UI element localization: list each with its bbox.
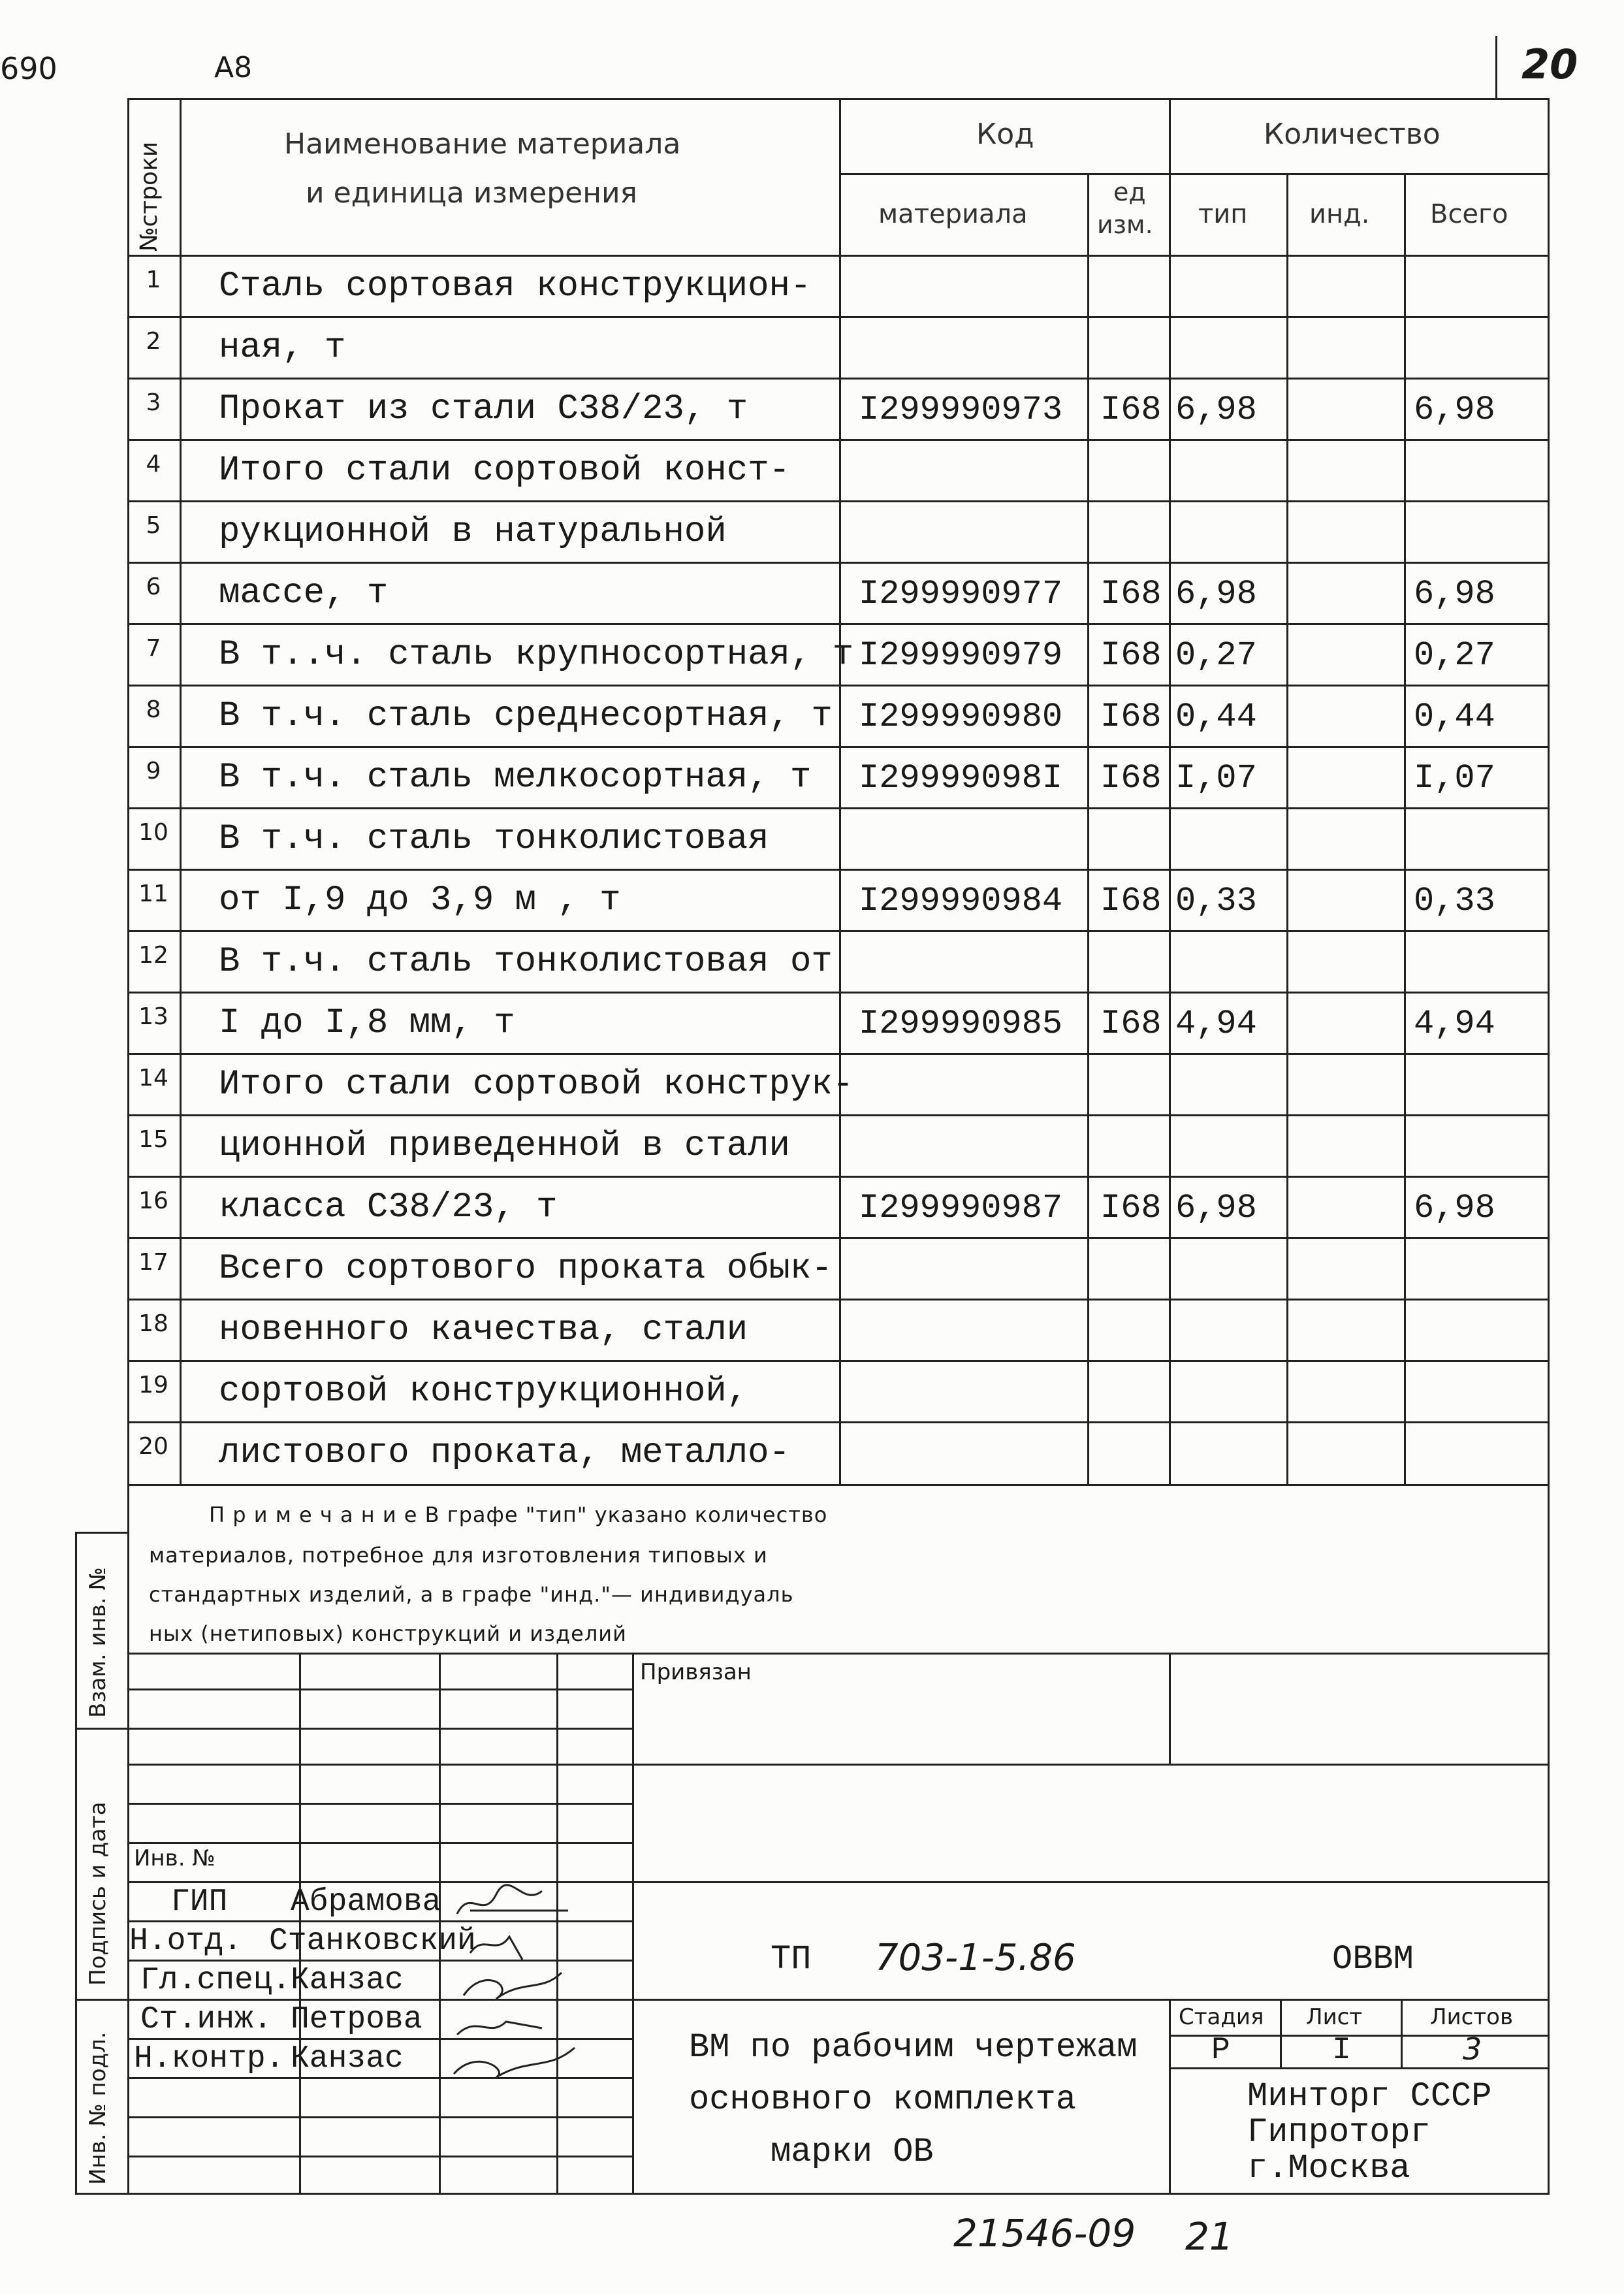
org-line-2: Гипроторг [1247, 2113, 1431, 2152]
row-number: 4 [146, 451, 161, 477]
material-name: ционной приведенной в стали [219, 1126, 790, 1166]
row-line [127, 316, 1548, 318]
material-name: Прокат из стали С38/23, т [219, 389, 748, 429]
role-1: ГИП [171, 1884, 228, 1920]
header-unit-line2: изм. [1097, 210, 1153, 239]
stamp-row-line [127, 1728, 633, 1730]
unit-code: I68 [1100, 698, 1162, 736]
name-5: Канзас [291, 2041, 404, 2076]
privyazan-bottom [632, 1764, 1548, 1766]
material-code: I299990973 [859, 391, 1063, 429]
name-1: Абрамова [291, 1884, 441, 1920]
code-divider [1087, 173, 1089, 1486]
material-code: I299990985 [859, 1005, 1063, 1043]
row-line [127, 992, 1548, 994]
row-number: 19 [138, 1372, 168, 1398]
row-number: 9 [146, 758, 161, 784]
role-3: Гл.спец. [140, 1963, 291, 1998]
material-name: I до I,8 мм, т [219, 1003, 515, 1043]
page-number: 20 [1521, 40, 1578, 88]
title-line-2: основного комплекта [689, 2080, 1076, 2119]
org-line-3: г.Москва [1247, 2149, 1410, 2188]
row-number: 6 [146, 574, 161, 600]
qty-type: 6,98 [1175, 1189, 1257, 1227]
header-unit-line1: ед [1113, 178, 1146, 206]
row-number: 7 [146, 635, 161, 662]
material-name: ная, т [219, 328, 346, 368]
note-line-4: ных (нетиповых) конструкций и изделий [149, 1621, 627, 1646]
header-code-material: материала [878, 199, 1028, 229]
qty-type: 6,98 [1175, 575, 1257, 613]
row-number: 13 [138, 1003, 168, 1030]
material-code: I299990979 [859, 636, 1063, 675]
material-code: I299990980 [859, 698, 1063, 736]
stage-col-1 [1280, 1999, 1282, 2069]
qty-total: 0,27 [1414, 636, 1495, 675]
row-line [127, 869, 1548, 871]
side-top [75, 1532, 127, 1534]
stamp-top [127, 1653, 1548, 1655]
header-qty-total: Всего [1430, 199, 1508, 229]
header-mid-line [839, 173, 1548, 175]
role-4: Ст.инж. [140, 2002, 272, 2037]
qty-total: 4,94 [1414, 1005, 1495, 1043]
material-name: от I,9 до 3,9 м , т [219, 880, 621, 920]
material-code: I299990987 [859, 1189, 1063, 1227]
note-line-2: материалов, потребное для изготовления типовых и [149, 1543, 768, 1568]
row-line [127, 807, 1548, 809]
qty-type: I,07 [1175, 759, 1257, 798]
name-2: Станковский [269, 1924, 476, 1959]
stage-label: Стадия [1179, 2004, 1264, 2030]
side-label-vzam-inv: Взам. инв. № [85, 1567, 111, 1718]
qty-total: 6,98 [1414, 575, 1495, 613]
stamp-row-line [127, 2156, 633, 2157]
material-name: класса С38/23, т [219, 1187, 558, 1227]
header-quantity: Количество [1264, 118, 1441, 151]
header-bottom-line [127, 255, 1548, 257]
stamp-row-line [127, 1999, 1548, 2001]
note-line-3: стандартных изделий, а в графе "инд."— индивидуаль [149, 1582, 794, 1607]
side-label-inv-podl: Инв. № подл. [85, 2031, 111, 2185]
material-name: листового проката, металло- [219, 1433, 790, 1473]
row-number: 1 [146, 267, 161, 293]
header-row-no: №строки [136, 141, 163, 251]
side-sep-1 [75, 1728, 127, 1730]
material-name: В т.ч. сталь тонколистовая [219, 819, 769, 859]
stamp-row-line [127, 1881, 1548, 1883]
material-name: В т.ч. сталь среднесортная, т [219, 696, 833, 736]
role-5: Н.контр. [134, 2041, 285, 2076]
header-name-line2: и единица измерения [306, 176, 638, 210]
unit-code: I68 [1100, 1189, 1162, 1227]
material-code: I299990977 [859, 575, 1063, 613]
row-number: 17 [138, 1249, 168, 1276]
row-line [127, 623, 1548, 625]
side-label-podpis-data: Подпись и дата [85, 1801, 111, 1986]
row-number: 8 [146, 696, 161, 723]
material-name: сортовой конструкционной, [219, 1372, 748, 1412]
unit-code: I68 [1100, 575, 1162, 613]
table-left-border [127, 98, 129, 1486]
doc-mark: ОВВМ [1332, 1940, 1414, 1979]
material-code: I29999098I [859, 759, 1063, 798]
row-line [127, 439, 1548, 441]
row-number: 16 [138, 1187, 168, 1214]
sheets-value: 3 [1463, 2031, 1482, 2067]
row-number: 5 [146, 512, 161, 539]
format-label: A8 [214, 51, 253, 84]
unit-divider [1169, 98, 1171, 1486]
row-line [127, 930, 1548, 932]
row-line [127, 1299, 1548, 1300]
qty-total: I,07 [1414, 759, 1495, 798]
title-divider [1169, 1999, 1171, 2195]
row-number: 2 [146, 328, 161, 355]
sheet-value: I [1332, 2033, 1351, 2068]
unit-code: I68 [1100, 759, 1162, 798]
stage-col-2 [1401, 1999, 1403, 2069]
row-line [127, 1114, 1548, 1116]
row-line [127, 1360, 1548, 1362]
material-name: Всего сортового проката обык- [219, 1249, 833, 1289]
privyazan-divider [1169, 1653, 1171, 1764]
row-number: 11 [138, 880, 168, 907]
org-line-1: Минторг СССР [1247, 2077, 1492, 2116]
corner-divider [1495, 36, 1497, 98]
header-name-line1: Наименование материала [284, 127, 681, 161]
type-divider [1286, 173, 1288, 1486]
row-line [127, 1421, 1548, 1423]
qty-type: 4,94 [1175, 1005, 1257, 1043]
material-name: Итого стали сортовой конст- [219, 451, 790, 491]
title-line-3: марки ОВ [771, 2133, 934, 2171]
privyazan-label: Привязан [640, 1659, 752, 1685]
side-outer-left [75, 1532, 77, 2195]
row-line [127, 562, 1548, 564]
qty-type: 0,27 [1175, 636, 1257, 675]
qty-total: 6,98 [1414, 391, 1495, 429]
material-name: рукционной в натуральной [219, 512, 727, 552]
material-name: новенного качества, стали [219, 1310, 748, 1350]
ind-divider [1404, 173, 1406, 1486]
name-3: Канзас [291, 1963, 404, 1998]
row-number: 18 [138, 1310, 168, 1337]
name-divider [839, 98, 841, 1486]
name-4: Петрова [291, 2002, 422, 2037]
unit-code: I68 [1100, 882, 1162, 920]
doc-tp: ТП [771, 1940, 812, 1979]
row-number: 10 [138, 819, 168, 846]
material-code: I299990984 [859, 882, 1063, 920]
stamp-row-line [127, 1803, 633, 1805]
row-line [127, 500, 1548, 502]
role-2: Н.отд. [129, 1924, 242, 1959]
header-qty-type: тип [1198, 199, 1248, 229]
row-line [127, 685, 1548, 687]
row-number: 14 [138, 1065, 168, 1091]
stage-value: Р [1211, 2033, 1230, 2068]
page-bottom-border [75, 2193, 1550, 2195]
material-name: В т..ч. сталь крупносортная, т [219, 635, 854, 675]
sheets-label: Листов [1430, 2004, 1514, 2030]
row-line [127, 1053, 1548, 1055]
material-name: В т.ч. сталь мелкосортная, т [219, 758, 812, 798]
qty-total: 0,44 [1414, 698, 1495, 736]
material-name: массе, т [219, 574, 389, 613]
row-line [127, 746, 1548, 748]
unit-code: I68 [1100, 636, 1162, 675]
qty-total: 0,33 [1414, 882, 1495, 920]
row-number: 12 [138, 942, 168, 969]
rownum-divider [180, 98, 182, 1486]
row-number: 3 [146, 389, 161, 416]
row-line [127, 378, 1548, 380]
table-top-border [127, 98, 1548, 100]
left-page-number: 690 [0, 51, 57, 86]
stamp-row-line [127, 1842, 633, 1844]
bottom-page: 21 [1185, 2214, 1234, 2259]
stamp-row-line [127, 1688, 633, 1690]
row-number: 20 [138, 1433, 168, 1460]
row-line [127, 1176, 1548, 1178]
signature-marks [444, 1875, 633, 2084]
stamp-row-line [127, 1764, 633, 1766]
qty-type: 6,98 [1175, 391, 1257, 429]
header-qty-ind: инд. [1309, 199, 1370, 229]
archive-number: 21546-09 [953, 2211, 1136, 2255]
stamp-left [127, 1484, 129, 2195]
header-code: Код [976, 118, 1034, 151]
page-right-border [1548, 98, 1550, 2195]
unit-code: I68 [1100, 1005, 1162, 1043]
doc-number: 703-1-5.86 [875, 1937, 1076, 1979]
material-name: Сталь сортовая конструкцион- [219, 267, 812, 306]
note-line-1: П р и м е ч а н и е В графе "тип" указано количество [209, 1502, 828, 1527]
inv-no-label: Инв. № [134, 1845, 215, 1871]
material-name: Итого стали сортовой конструк- [219, 1065, 854, 1105]
qty-type: 0,44 [1175, 698, 1257, 736]
stamp-row-line [127, 2116, 633, 2118]
row-line [127, 1237, 1548, 1239]
side-sep-2 [75, 1999, 127, 2001]
material-name: В т.ч. сталь тонколистовая от [219, 942, 833, 982]
row-line [127, 1484, 1548, 1486]
row-number: 15 [138, 1126, 168, 1153]
qty-total: 6,98 [1414, 1189, 1495, 1227]
qty-type: 0,33 [1175, 882, 1257, 920]
unit-code: I68 [1100, 391, 1162, 429]
sheet-label: Лист [1306, 2004, 1363, 2030]
title-line-1: ВМ по рабочим чертежам [689, 2028, 1138, 2067]
